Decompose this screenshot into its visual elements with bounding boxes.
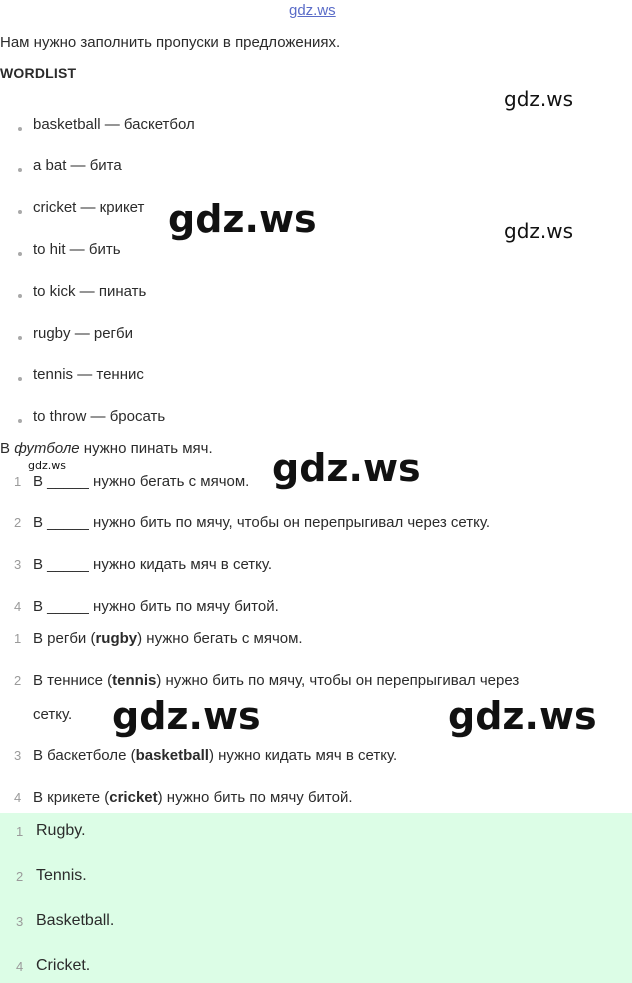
example-sentence: [0, 440, 213, 457]
bullet-icon: [18, 377, 22, 381]
answer-text: Basketball.: [36, 912, 115, 929]
answers-panel: [0, 813, 632, 983]
filled-before: В крикете (: [33, 789, 110, 806]
task-number: 4: [14, 599, 22, 614]
wordlist-item: basketball — баскетбол: [33, 116, 195, 133]
filled-number: 3: [14, 748, 22, 763]
filled-before: В теннисе (: [33, 672, 113, 689]
example-suffix: нужно пинать мяч.: [79, 440, 213, 457]
wordlist-item: to hit — бить: [33, 241, 121, 258]
answer-number: 1: [16, 824, 24, 839]
filled-text-continuation: сетку.: [33, 706, 73, 723]
task-text: В _____ нужно кидать мяч в сетку.: [33, 556, 273, 573]
task-text: В _____ нужно бить по мячу битой.: [33, 598, 279, 615]
bullet-icon: [18, 294, 22, 298]
filled-after: ) нужно бить по мячу, чтобы он перепрыгивал через: [156, 672, 520, 689]
task-number: 2: [14, 515, 22, 530]
filled-after: ) нужно бегать с мячом.: [137, 630, 303, 647]
wordlist-item: cricket — крикет: [33, 199, 145, 216]
watermark: gdz.ws: [504, 219, 574, 243]
task-number: 1: [14, 474, 22, 489]
answer-number: 2: [16, 869, 24, 884]
wordlist-item: to throw — бросать: [33, 408, 166, 425]
bullet-icon: [18, 336, 22, 340]
filled-bold: cricket: [109, 789, 158, 806]
filled-number: 2: [14, 673, 22, 688]
answer-number: 4: [16, 959, 24, 974]
filled-text: [33, 672, 519, 689]
wordlist-item: tennis — теннис: [33, 366, 144, 383]
answer-text: Tennis.: [36, 867, 87, 884]
filled-after: ) нужно кидать мяч в сетку.: [208, 747, 398, 764]
example-emph: футболе: [14, 440, 80, 457]
wordlist-heading: WORDLIST: [0, 65, 77, 81]
bullet-icon: [18, 419, 22, 423]
filled-bold: rugby: [95, 630, 138, 647]
watermark: gdz.ws: [448, 694, 597, 738]
watermark: gdz.ws: [504, 87, 574, 111]
filled-text: [33, 789, 353, 806]
answer-text: Cricket.: [36, 957, 91, 974]
wordlist-item: rugby — регби: [33, 325, 133, 342]
intro-text: Нам нужно заполнить пропуски в предложениях.: [0, 34, 341, 51]
wordlist-item: a bat — бита: [33, 157, 122, 174]
watermark: gdz.ws: [168, 197, 317, 241]
filled-number: 1: [14, 631, 22, 646]
watermark: gdz.ws: [112, 694, 261, 738]
filled-before: В баскетболе (: [33, 747, 136, 764]
wordlist-item: to kick — пинать: [33, 283, 147, 300]
task-text: В _____ нужно бить по мячу, чтобы он перепрыгивал через сетку.: [33, 514, 491, 531]
answer-number: 3: [16, 914, 24, 929]
filled-after: ) нужно бить по мячу битой.: [157, 789, 353, 806]
watermark: gdz.ws: [28, 459, 66, 472]
filled-text: [33, 747, 397, 764]
site-link[interactable]: gdz.ws: [289, 2, 336, 19]
filled-before: В регби (: [33, 630, 96, 647]
filled-bold: basketball: [135, 747, 209, 764]
bullet-icon: [18, 252, 22, 256]
task-text: В _____ нужно бегать с мячом.: [33, 473, 250, 490]
bullet-icon: [18, 210, 22, 214]
example-prefix: В: [0, 440, 15, 457]
filled-bold: tennis: [112, 672, 157, 689]
answer-text: Rugby.: [36, 822, 86, 839]
filled-text: [33, 630, 303, 647]
bullet-icon: [18, 127, 22, 131]
task-number: 3: [14, 557, 22, 572]
watermark: gdz.ws: [272, 446, 421, 490]
filled-number: 4: [14, 790, 22, 805]
bullet-icon: [18, 168, 22, 172]
